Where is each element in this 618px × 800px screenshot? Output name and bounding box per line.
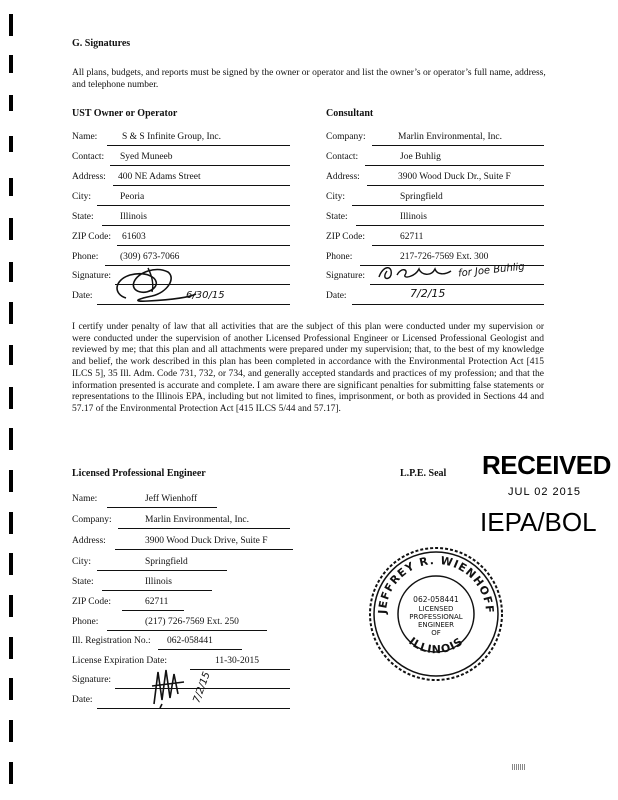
seal-label: L.P.E. Seal [400, 468, 447, 479]
field-label: Address: [72, 536, 106, 546]
field-label: State: [72, 577, 94, 587]
owner-signature-scribble [108, 258, 198, 308]
margin-mark [9, 512, 13, 534]
owner-heading: UST Owner or Operator [72, 108, 178, 119]
consultant-city-value: Springfield [400, 192, 443, 202]
margin-mark [9, 178, 13, 196]
field-label: City: [72, 192, 92, 202]
field-label: State: [72, 212, 94, 222]
certification-text: I certify under penalty of law that all activities that are the subject of this plan were conducted under my supervision or were conducted under the supervision of another Licensed Professional Engineer or Licensed Professional Geologist and reviewed by me; that this plan and all attachments were prepared under my supervision; that, to the best of my knowledge and belief, the work described in this plan has been completed in accordance with the Environmental Protection Act [415 ILCS 5], 35 Ill. Adm. Code 731, 732, or 734, and generally accepted standards and practices of my profession; and that the information presented is accurate and complete. I am aware there are significant penalties for submitting false statements or representations to the Illinois EPA, including but not limited to fines, imprisonment, or both as provided in Sections 44 and 57.17 of the Environmental Protection Act [415 ILCS 5/44 and 57.17]. [72, 322, 544, 414]
field-label: Contact: [326, 152, 359, 162]
margin-mark [9, 428, 13, 450]
consultant-date-field[interactable] [352, 291, 544, 305]
owner-city-value: Peoria [120, 192, 145, 202]
field-label: ZIP Code: [72, 597, 111, 607]
field-label: Phone: [72, 252, 99, 262]
margin-mark [9, 302, 13, 324]
seal-line2: PROFESSIONAL [409, 613, 463, 621]
field-label: Name: [72, 132, 98, 142]
engineer-name-value: Jeff Wienhoff [145, 494, 198, 504]
seal-line4: OF [431, 629, 441, 637]
seal-line3: ENGINEER [417, 621, 455, 629]
consultant-signature-scribble [375, 261, 455, 283]
consultant-date-value: 7/2/15 [410, 287, 446, 300]
field-label: ZIP Code: [72, 232, 111, 242]
field-label: Phone: [72, 617, 99, 627]
engineer-expiration-value: 11-30-2015 [215, 656, 259, 666]
consultant-city-field[interactable] [352, 192, 544, 206]
field-label: Ill. Registration No.: [72, 636, 151, 646]
field-label: City: [326, 192, 346, 202]
margin-mark [9, 136, 13, 152]
engineer-state-value: Illinois [145, 577, 172, 587]
field-label: Company: [326, 132, 366, 142]
margin-mark [9, 14, 13, 36]
field-label: Address: [72, 172, 106, 182]
field-label: Signature: [72, 271, 112, 281]
margin-mark [9, 218, 13, 240]
field-label: ZIP Code: [326, 232, 365, 242]
received-stamp-agency: IEPA/BOL [480, 507, 597, 537]
page-mark [512, 764, 526, 770]
field-label: Signature: [326, 271, 366, 281]
owner-contact-value: Syed Muneeb [120, 152, 173, 162]
owner-phone-value: (309) 673-7066 [120, 252, 180, 262]
margin-mark [9, 637, 13, 659]
field-label: City: [72, 557, 92, 567]
intro-text: All plans, budgets, and reports must be signed by the owner or operator and list the owner’s or operator’s full name, address, and telephone number. [72, 68, 546, 90]
consultant-state-value: Illinois [400, 212, 427, 222]
consultant-zip-value: 62711 [400, 232, 424, 242]
consultant-signature-text: for Joe Buhlig [457, 261, 526, 280]
owner-name-value: S & S Infinite Group, Inc. [122, 132, 221, 142]
consultant-contact-field[interactable] [365, 152, 544, 166]
field-label: Address: [326, 172, 360, 182]
owner-date-value: 6/30/15 [186, 290, 225, 301]
consultant-state-field[interactable] [356, 212, 544, 226]
field-label: Date: [72, 291, 93, 301]
svg-text:ILLINOIS [406, 635, 465, 657]
received-stamp-title: RECEIVED [482, 450, 611, 480]
field-label: Date: [72, 695, 93, 705]
received-stamp-date: JUL 02 2015 [508, 486, 581, 498]
owner-state-value: Illinois [120, 212, 147, 222]
consultant-address-value: 3900 Wood Duck Dr., Suite F [398, 172, 511, 182]
margin-mark [9, 55, 13, 73]
margin-mark [9, 678, 13, 700]
consultant-contact-value: Joe Buhlig [400, 152, 441, 162]
engineer-heading: Licensed Professional Engineer [72, 468, 206, 479]
margin-mark [9, 470, 13, 492]
seal-state: ILLINOIS [406, 634, 466, 657]
seal-line1: LICENSED [418, 605, 454, 613]
consultant-company-value: Marlin Environmental, Inc. [398, 132, 502, 142]
margin-mark [9, 387, 13, 409]
margin-mark [9, 345, 13, 365]
consultant-zip-field[interactable] [372, 232, 544, 246]
field-label: Phone: [326, 252, 353, 262]
field-label: Date: [326, 291, 347, 301]
owner-address-value: 400 NE Adams Street [118, 172, 201, 182]
engineer-signature-scribble [148, 664, 192, 710]
section-title: G. Signatures [72, 38, 131, 49]
seal-number: 062-058441 [413, 595, 459, 604]
field-label: Company: [72, 515, 112, 525]
engineer-city-value: Springfield [145, 557, 188, 567]
field-label: State: [326, 212, 348, 222]
pe-seal [366, 544, 506, 684]
consultant-heading: Consultant [326, 108, 374, 119]
engineer-registration-value: 062-058441 [167, 636, 213, 646]
field-label: License Expiration Date: [72, 656, 167, 666]
engineer-date-value: 7/2/15 [191, 670, 213, 705]
margin-mark [9, 95, 13, 111]
margin-mark [9, 553, 13, 575]
margin-mark [9, 595, 13, 617]
engineer-zip-value: 62711 [145, 597, 169, 607]
field-label: Signature: [72, 675, 112, 685]
field-label: Contact: [72, 152, 105, 162]
seal-name: JEFFREY R. WIENHOFF [375, 553, 497, 615]
consultant-phone-value: 217-726-7569 Ext. 300 [400, 252, 489, 262]
margin-mark [9, 262, 13, 282]
engineer-phone-value: (217) 726-7569 Ext. 250 [145, 617, 239, 627]
margin-mark [9, 720, 13, 742]
field-label: Name: [72, 494, 98, 504]
owner-zip-value: 61603 [122, 232, 146, 242]
margin-mark [9, 762, 13, 784]
engineer-address-value: 3900 Wood Duck Drive, Suite F [145, 536, 268, 546]
engineer-company-value: Marlin Environmental, Inc. [145, 515, 249, 525]
